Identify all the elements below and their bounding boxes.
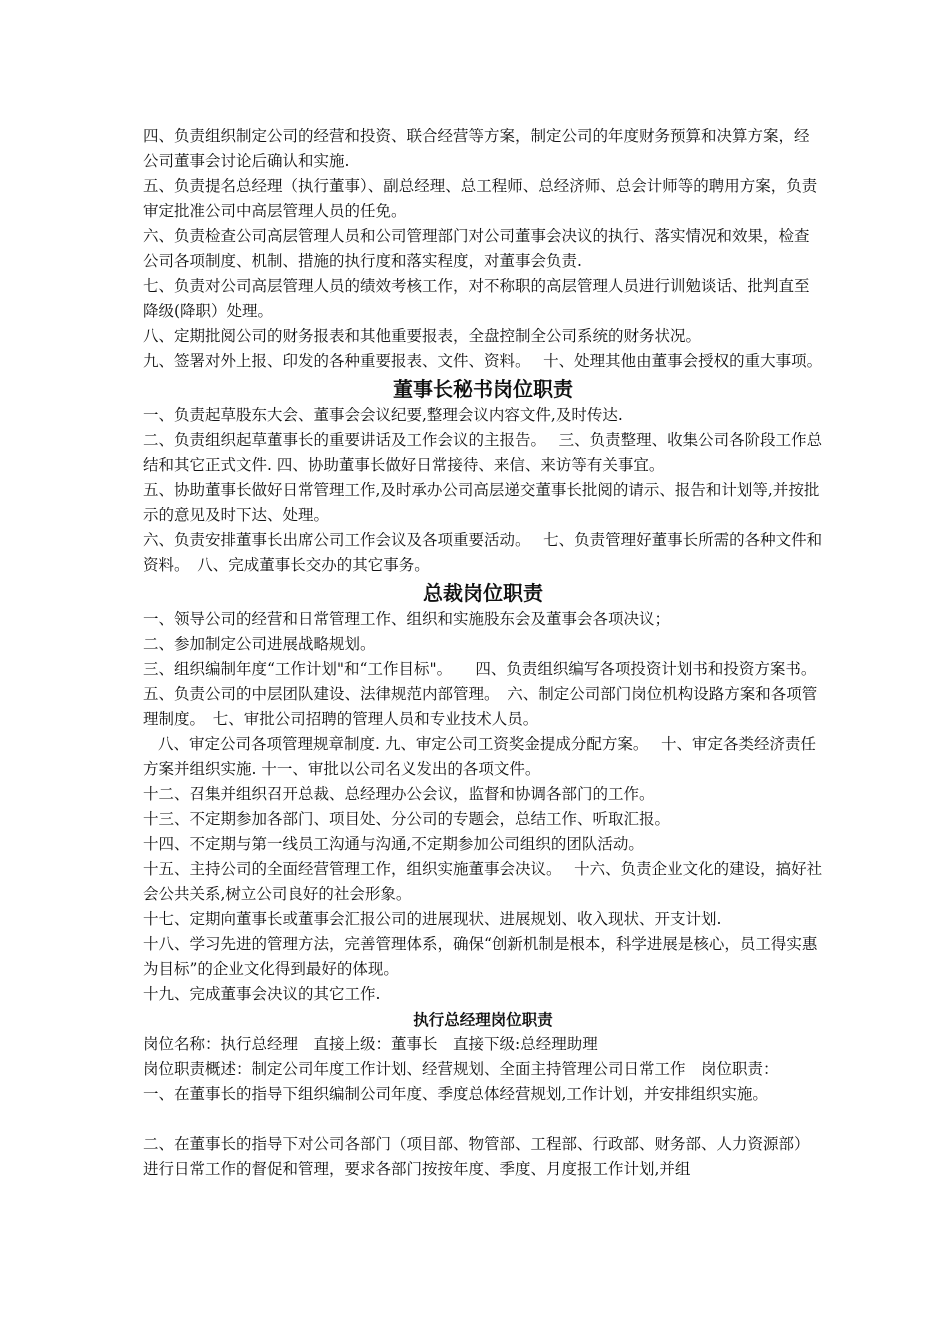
executive-gm-section <box>143 1007 823 1182</box>
paragraph: 十八、学习先进的管理方法，完善管理体系，确保“创新机制是根本，科学进展是核心，员工得实惠为目标”的企业文化得到最好的体现。 <box>143 935 818 978</box>
paragraph: 十九、完成董事会决议的其它工作. <box>143 985 381 1003</box>
paragraph: 九、签署对外上报、印发的各种重要报表、文件、资料。 十、处理其他由董事会授权的重大事项。 <box>143 352 823 370</box>
paragraph: 六、负责安排董事长出席公司工作会议及各项重要活动。 七、负责管理好董事长所需的各种文件和资料。 八、完成董事长交办的其它事务。 <box>143 531 823 574</box>
paragraph: 十三、不定期参加各部门、项目处、分公司的专题会，总结工作、听取汇报。 <box>143 810 671 828</box>
paragraph: 十二、召集并组织召开总裁、总经理办公会议，监督和协调各部门的工作。 <box>143 785 655 803</box>
paragraph: 五、负责提名总经理（执行董事）、副总经理、总工程师、总经济师、总会计师等的聘用方案，负责审定批准公司中高层管理人员的任免。 <box>143 177 818 220</box>
paragraph: 十七、定期向董事长或董事会汇报公司的进展现状、进展规划、收入现状、开支计划. <box>143 910 722 928</box>
paragraph: 一、负责起草股东大会、董事会会议纪要,整理会议内容文件,及时传达. <box>143 406 623 424</box>
paragraph: 七、负责对公司高层管理人员的绩效考核工作，对不称职的高层管理人员进行训勉谈话、批判直至降级(降职）处理。 <box>143 277 810 320</box>
paragraph: 八、审定公司各项管理规章制度. 九、审定公司工资奖金提成分配方案。 十、审定各类经济责任方案并组织实施. 十一、审批以公司名义发出的各项文件。 <box>143 735 817 778</box>
section-heading: 董事长秘书岗位职责 <box>393 377 573 401</box>
paragraph: 十五、主持公司的全面经营管理工作，组织实施董事会决议。 十六、负责企业文化的建设，搞好社会公共关系,树立公司良好的社会形象。 <box>143 860 823 903</box>
paragraph: 六、负责检查公司高层管理人员和公司管理部门对公司董事会决议的执行、落实情况和效果，检查公司各项制度、机制、措施的执行度和落实程度，对董事会负责. <box>143 227 810 270</box>
paragraph: 八、定期批阅公司的财务报表和其他重要报表，全盘控制全公司系统的财务状况。 <box>143 327 702 345</box>
paragraph: 二、在董事长的指导下对公司各部门（项目部、物管部、工程部、行政部、财务部、人力资源部）进行日常工作的督促和管理，要求各部门按按年度、季度、月度报工作计划,并组 <box>143 1135 810 1178</box>
paragraph: 二、负责组织起草董事长的重要讲话及工作会议的主报告。 三、负责整理、收集公司各阶段工作总结和其它正式文件. 四、协助董事长做好日常接待、来信、来访等有关事宜。 <box>143 431 823 474</box>
position-info: 岗位名称：执行总经理 直接上级：董事长 直接下级:总经理助理 <box>143 1035 598 1053</box>
position-overview: 岗位职责概述：制定公司年度工作计划、经营规划、全面主持管理公司日常工作 岗位职责： <box>143 1060 779 1078</box>
paragraph: 五、协助董事长做好日常管理工作,及时承办公司高层递交董事长批阅的请示、报告和计划等,并按批示的意见及时下达、处理。 <box>143 481 820 524</box>
intro-section <box>143 124 823 374</box>
secretary-section <box>143 375 823 578</box>
paragraph: 四、负责组织制定公司的经营和投资、联合经营等方案，制定公司的年度财务预算和决算方案，经公司董事会讨论后确认和实施. <box>143 127 810 170</box>
paragraph: 一、在董事长的指导下组织编制公司年度、季度总体经营规划,工作计划，并安排组织实施。 <box>143 1085 768 1103</box>
blank-line <box>143 1107 823 1132</box>
section-heading: 执行总经理岗位职责 <box>413 1010 553 1029</box>
paragraph: 十四、不定期与第一线员工沟通与沟通,不定期参加公司组织的团队活动。 <box>143 835 644 853</box>
paragraph: 二、参加制定公司进展战略规划。 <box>143 635 376 653</box>
document-page <box>143 124 823 1182</box>
paragraph: 一、领导公司的经营和日常管理工作、组织和实施股东会及董事会各项决议； <box>143 610 671 628</box>
paragraph: 三、组织编制年度“工作计划"和“工作目标"。 四、负责组织编写各项投资计划书和投资方案书。 五、负责公司的中层团队建设、法律规范内部管理。 六、制定公司部门岗位机构设路方案和各项管理制度。 七、审批公司招聘的管理人员和专业技术人员。 <box>143 660 825 728</box>
section-heading: 总裁岗位职责 <box>423 581 543 605</box>
president-section <box>143 579 823 1007</box>
